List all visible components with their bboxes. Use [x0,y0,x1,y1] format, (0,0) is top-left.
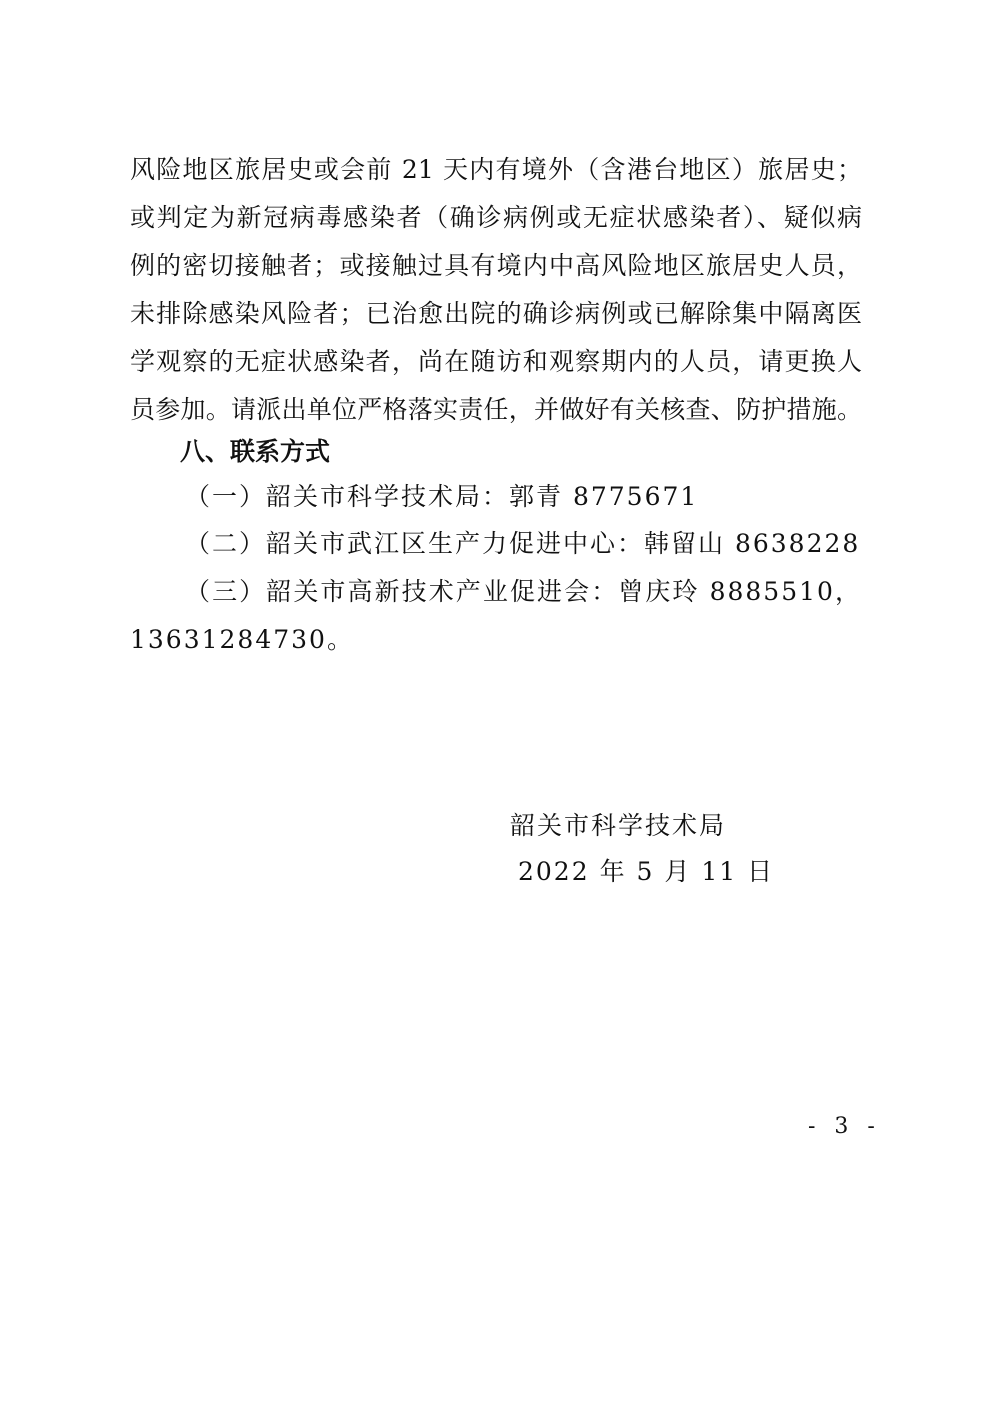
body-line-4: 未排除感染风险者；已治愈出院的确诊病例或已解除集中隔离医 [130,299,862,328]
body-line-2: 或判定为新冠病毒感染者（确诊病例或无症状感染者）、疑似病 [130,203,862,232]
page-number: - 3 - [808,1114,881,1139]
contact-item-3-phone: 13631284730。 [130,625,354,654]
signature-date: 2022 年 5 月 11 日 [518,857,775,886]
contact-item-3: （三）韶关市高新技术产业促进会：曾庆玲 8885510， [185,577,862,606]
body-line-6: 员参加。请派出单位严格落实责任，并做好有关核查、防护措施。 [130,395,862,424]
body-line-1: 风险地区旅居史或会前 21 天内有境外（含港台地区）旅居史； [130,155,862,184]
contact-item-2: （二）韶关市武江区生产力促进中心：韩留山 8638228 [185,529,861,558]
signature-org: 韶关市科学技术局 [510,811,727,840]
body-line-5: 学观察的无症状感染者，尚在随访和观察期内的人员，请更换人 [130,347,862,376]
contact-item-1: （一）韶关市科学技术局：郭青 8775671 [185,482,699,511]
section-heading: 八、联系方式 [180,437,331,466]
body-line-3: 例的密切接触者；或接触过具有境内中高风险地区旅居史人员， [130,251,862,280]
